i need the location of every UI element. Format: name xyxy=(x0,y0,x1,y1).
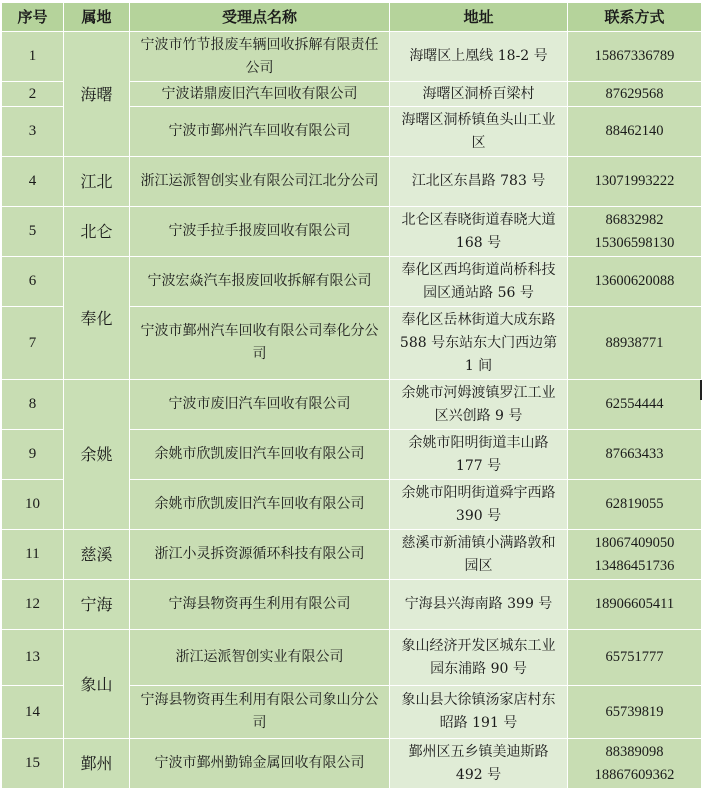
site-phone xyxy=(568,430,702,480)
phone-line: 13600620088 xyxy=(594,273,675,289)
site-address: 宁海县兴海南路 399 号 xyxy=(390,580,568,630)
table-row xyxy=(2,739,702,789)
site-address: 慈溪市新浦镇小满路敦和园区 xyxy=(390,530,568,580)
phone-line: 88389098 xyxy=(605,743,664,760)
row-index: 9 xyxy=(2,430,64,480)
site-address: 奉化区岳林街道大成东路 588 号东站东大门西边第 1 间 xyxy=(390,307,568,380)
header-address: 地址 xyxy=(390,3,568,32)
row-index: 3 xyxy=(2,107,64,157)
phone-line: 62819055 xyxy=(605,496,664,512)
header-index: 序号 xyxy=(2,3,64,32)
site-name: 浙江运派智创实业有限公司江北分公司 xyxy=(130,157,390,207)
site-phone xyxy=(568,82,702,107)
site-name: 宁波手拉手报废回收有限公司 xyxy=(130,207,390,257)
phone-line: 18906605411 xyxy=(594,596,675,612)
phone-line-secondary: 18867609362 xyxy=(594,766,675,783)
phone-line-secondary: 13486451736 xyxy=(594,557,675,574)
region-cell: 慈溪 xyxy=(64,530,130,580)
site-phone xyxy=(568,380,702,430)
site-name: 余姚市欣凯废旧汽车回收有限公司 xyxy=(130,480,390,530)
phone-line: 13071993222 xyxy=(594,173,675,189)
header-name: 受理点名称 xyxy=(130,3,390,32)
region-cell: 宁海 xyxy=(64,580,130,630)
table-row xyxy=(2,580,702,630)
phone-line: 65739819 xyxy=(605,703,664,720)
phone-line-secondary: 15306598130 xyxy=(594,234,675,251)
phone-line: 15867336789 xyxy=(594,48,675,64)
table-row xyxy=(2,207,702,257)
site-phone xyxy=(568,257,702,307)
row-index: 13 xyxy=(2,630,64,686)
edge-mark xyxy=(700,380,702,400)
table-row xyxy=(2,32,702,82)
site-address: 海曙区洞桥镇鱼头山工业区 xyxy=(390,107,568,157)
region-cell: 鄞州 xyxy=(64,739,130,789)
site-phone xyxy=(568,307,702,380)
site-phone xyxy=(568,630,702,686)
site-phone xyxy=(568,530,702,580)
site-name: 宁波市鄞州汽车回收有限公司奉化分公司 xyxy=(130,307,390,380)
row-index: 6 xyxy=(2,257,64,307)
site-name: 宁波市鄞州勤锦金属回收有限公司 xyxy=(130,739,390,789)
site-name: 宁海县物资再生利用有限公司 xyxy=(130,580,390,630)
site-name: 宁波市竹节报废车辆回收拆解有限责任公司 xyxy=(130,32,390,82)
site-address: 象山经济开发区城东工业园东浦路 90 号 xyxy=(390,630,568,686)
region-cell: 江北 xyxy=(64,157,130,207)
row-index: 15 xyxy=(2,739,64,789)
site-phone xyxy=(568,580,702,630)
region-cell: 北仑 xyxy=(64,207,130,257)
header-contact: 联系方式 xyxy=(568,3,702,32)
site-phone xyxy=(568,739,702,789)
region-cell: 海曙 xyxy=(64,32,130,157)
site-phone xyxy=(568,107,702,157)
table-header-row xyxy=(2,3,702,32)
site-address: 海曙区洞桥百梁村 xyxy=(390,82,568,107)
site-name: 宁波宏焱汽车报废回收拆解有限公司 xyxy=(130,257,390,307)
row-index: 12 xyxy=(2,580,64,630)
phone-line: 65751777 xyxy=(605,649,664,665)
site-phone xyxy=(568,157,702,207)
site-address: 象山县大徐镇汤家店村东昭路 191 号 xyxy=(390,686,568,739)
site-address: 余姚市阳明街道舜宇西路 390 号 xyxy=(390,480,568,530)
phone-line: 87629568 xyxy=(605,85,664,102)
site-phone xyxy=(568,207,702,257)
row-index: 14 xyxy=(2,686,64,739)
region-cell: 余姚 xyxy=(64,380,130,530)
site-name: 余姚市欣凯废旧汽车回收有限公司 xyxy=(130,430,390,480)
table-row xyxy=(2,380,702,430)
site-name: 宁波诺鼎废旧汽车回收有限公司 xyxy=(130,82,390,107)
table-row xyxy=(2,257,702,307)
site-name: 宁海县物资再生利用有限公司象山分公司 xyxy=(130,686,390,739)
phone-line: 88938771 xyxy=(605,334,664,351)
site-name: 浙江运派智创实业有限公司 xyxy=(130,630,390,686)
region-cell: 奉化 xyxy=(64,257,130,380)
site-address: 江北区东昌路 783 号 xyxy=(390,157,568,207)
row-index: 11 xyxy=(2,530,64,580)
row-index: 8 xyxy=(2,380,64,430)
row-index: 1 xyxy=(2,32,64,82)
row-index: 7 xyxy=(2,307,64,380)
phone-line: 87663433 xyxy=(605,446,664,462)
recycling-sites-table xyxy=(1,2,702,789)
row-index: 2 xyxy=(2,82,64,107)
row-index: 5 xyxy=(2,207,64,257)
site-name: 浙江小灵拆资源循环科技有限公司 xyxy=(130,530,390,580)
row-index: 10 xyxy=(2,480,64,530)
site-address: 余姚市河姆渡镇罗江工业区兴创路 9 号 xyxy=(390,380,568,430)
phone-line: 18067409050 xyxy=(594,534,675,551)
site-name: 宁波市鄞州汽车回收有限公司 xyxy=(130,107,390,157)
site-address: 北仑区春晓街道春晓大道 168 号 xyxy=(390,207,568,257)
header-region: 属地 xyxy=(64,3,130,32)
region-cell: 象山 xyxy=(64,630,130,739)
site-address: 鄞州区五乡镇美迪斯路 492 号 xyxy=(390,739,568,789)
site-phone xyxy=(568,480,702,530)
table-row xyxy=(2,157,702,207)
site-phone xyxy=(568,32,702,82)
site-address: 奉化区西坞街道尚桥科技园区通站路 56 号 xyxy=(390,257,568,307)
phone-line: 86832982 xyxy=(605,211,664,228)
row-index: 4 xyxy=(2,157,64,207)
table-row xyxy=(2,530,702,580)
phone-line: 88462140 xyxy=(605,123,664,139)
site-address: 余姚市阳明街道丰山路 177 号 xyxy=(390,430,568,480)
table-row xyxy=(2,630,702,686)
phone-line: 62554444 xyxy=(605,396,664,412)
site-name: 宁波市废旧汽车回收有限公司 xyxy=(130,380,390,430)
site-phone xyxy=(568,686,702,739)
site-address: 海曙区上凰线 18-2 号 xyxy=(390,32,568,82)
